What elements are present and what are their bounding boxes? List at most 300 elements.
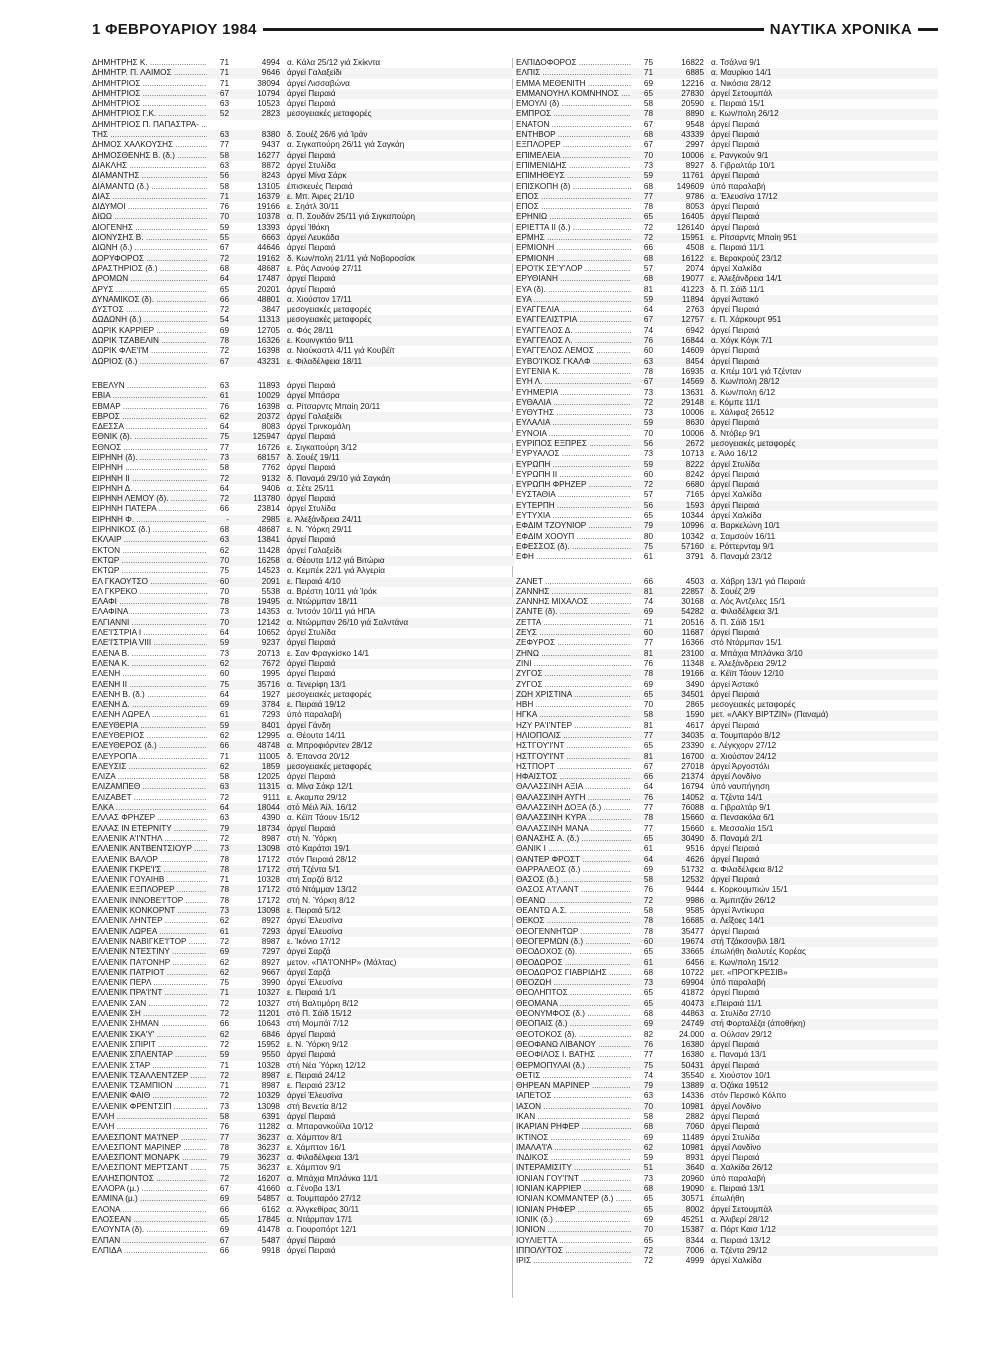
build-year: 60 xyxy=(219,576,229,586)
build-year: 69 xyxy=(643,1132,653,1142)
tonnage: 41660 xyxy=(257,1184,280,1194)
build-year: 79 xyxy=(219,823,229,833)
build-year: 73 xyxy=(219,1101,229,1111)
ship-name: ΕΛΛΕΝΙΚ ΠΕΡΛ ..... xyxy=(92,978,207,988)
ship-status: ε. Ρίτσαρντς Μπαίη 951 xyxy=(711,233,797,243)
ship-name: ΕΚΤΩΡ ..... xyxy=(92,556,207,566)
ship-status: ε. Άλεξάνδρεια 14/1 xyxy=(711,274,782,284)
tonnage: 17845 xyxy=(257,1214,280,1224)
ship-row xyxy=(92,885,514,895)
build-year: 75 xyxy=(643,1060,653,1070)
build-year: 62 xyxy=(643,1142,653,1152)
build-year: 63 xyxy=(643,356,653,366)
ship-name: ΔΙΑΚΛΗΣ ..... xyxy=(92,161,207,171)
tonnage: 4994 xyxy=(261,58,280,67)
build-year: 62 xyxy=(219,761,229,771)
ship-name: ΕΥΡΩΠΗ ..... xyxy=(516,460,631,470)
tonnage: 36237 xyxy=(257,1132,280,1142)
tonnage: 16726 xyxy=(257,442,280,452)
build-year: 67 xyxy=(219,243,229,253)
ship-status: άργεί Άντίκυρα xyxy=(711,906,765,916)
build-year: 70 xyxy=(643,150,653,160)
ship-status: α. Γιουροπόρτ 12/1 xyxy=(287,1225,357,1235)
tonnage: 13841 xyxy=(257,535,280,545)
ship-status: ύπό παραλαβή xyxy=(711,1173,766,1183)
build-year: 68 xyxy=(643,274,653,284)
ship-name: ΕΛΙΖΑΜΠΕΘ ..... xyxy=(92,782,207,792)
build-year: 72 xyxy=(219,473,229,483)
ship-name: ΕΛΛΕΝΙΚ ΣΠΛΕΝΤΑΡ ..... xyxy=(92,1050,207,1060)
tonnage: 2985 xyxy=(261,514,280,524)
ship-name: ΗΣΤΓΟΥ'Ι'ΝΤ ..... xyxy=(516,741,631,751)
build-year: 72 xyxy=(219,1173,229,1183)
build-year: 72 xyxy=(643,895,653,905)
build-year: 75 xyxy=(219,432,229,442)
tonnage: 21374 xyxy=(681,772,704,782)
ship-row xyxy=(92,1174,514,1184)
tonnage: 8002 xyxy=(685,1204,704,1214)
ship-row xyxy=(92,1225,514,1235)
ship-row xyxy=(516,927,938,937)
ship-name: ΗΓΚΑ ..... xyxy=(516,710,631,720)
tonnage: 7762 xyxy=(261,463,280,473)
build-year: 71 xyxy=(643,68,653,78)
ship-row xyxy=(92,326,514,336)
ship-row xyxy=(92,813,514,823)
ship-name: ΕΛΕΥΘΕΡΙΑ ..... xyxy=(92,721,207,731)
ship-status: α. Τσάλνα 9/1 xyxy=(711,58,761,67)
ship-status: στή Φορταλέζα (άποθήκη) xyxy=(711,1019,806,1029)
ship-status: δ. Παναμά 2/1 xyxy=(711,833,763,843)
tonnage: 9986 xyxy=(685,895,704,905)
ship-status: ε. Πειραιά 23/12 xyxy=(287,1081,346,1091)
ship-status: άργεί Πειραιά xyxy=(287,150,336,160)
build-year: 69 xyxy=(643,864,653,874)
ship-row xyxy=(516,305,938,315)
ship-row xyxy=(92,192,514,202)
ship-row xyxy=(92,357,514,367)
ship-status: άργεί Πειραιά xyxy=(287,432,336,442)
build-year: 78 xyxy=(643,669,653,679)
tonnage: 10328 xyxy=(257,875,280,885)
ship-status: ε. Μπ. Άιρες 21/10 xyxy=(287,191,355,201)
ship-name: ΕΛΟΥΝΤΑ (δ). ..... xyxy=(92,1225,207,1235)
tonnage: 2763 xyxy=(685,305,704,315)
tonnage: 10713 xyxy=(681,449,704,459)
ship-row xyxy=(92,1194,514,1204)
tonnage: 17487 xyxy=(257,274,280,284)
ship-status: μετ. «ΛΑΚΥ ΒΙΡΤΖΙΝ» (Παναμά) xyxy=(711,710,829,720)
tonnage: 8931 xyxy=(685,1153,704,1163)
ship-name: ΘΗΡΕΑΝ ΜΑΡΙΝΕΡ ..... xyxy=(516,1081,631,1091)
ship-row xyxy=(516,1091,938,1101)
tonnage: 11282 xyxy=(257,1122,280,1132)
tonnage: 35540 xyxy=(681,1070,704,1080)
ship-status: άργεί Ίθάκη xyxy=(287,222,330,232)
ship-row xyxy=(92,1030,514,1040)
ship-status: δ. Έπανσα 20/12 xyxy=(287,751,350,761)
tonnage: 6162 xyxy=(261,1204,280,1214)
tonnage: 10329 xyxy=(257,1091,280,1101)
ship-row xyxy=(92,1246,514,1256)
ship-status: στόν Πειραιά 28/12 xyxy=(287,854,357,864)
ship-status: άργεί Πειραιά xyxy=(287,638,336,648)
build-year: 68 xyxy=(219,263,229,273)
ship-row xyxy=(92,422,514,432)
ship-name: ΕΛΛΕΣΠΟΝΤ ΜΕΡΤΣΑΝΤ ..... xyxy=(92,1163,207,1173)
ship-name: ΕΛΛΕΝΙΚ ΠΡΑ'Ι'ΝΤ ..... xyxy=(92,988,207,998)
ship-name: ΕΛΛΕΝΙΚ ΛΗΝΤΕΡ ..... xyxy=(92,916,207,926)
ship-row xyxy=(516,501,938,511)
tonnage: 23814 xyxy=(257,504,280,514)
ship-row xyxy=(92,264,514,274)
build-year: 71 xyxy=(643,617,653,627)
build-year: 79 xyxy=(643,521,653,531)
ship-status: άργεί Πειραιά xyxy=(711,202,760,212)
tonnage: 16794 xyxy=(681,782,704,792)
ship-status: άργεί Πειραιά xyxy=(711,480,760,490)
ship-status: άργεί Πειραιά xyxy=(711,325,760,335)
ship-status: ε. Σιγκαπούρη 3/12 xyxy=(287,442,357,452)
ship-row xyxy=(516,89,938,99)
ship-row xyxy=(92,89,514,99)
ship-status: ε. Κων/πολη 15/12 xyxy=(711,957,779,967)
build-year: 81 xyxy=(643,648,653,658)
tonnage: 8872 xyxy=(261,160,280,170)
ship-name: ΘΕΟΓΕΝΝΗΤΩΡ ..... xyxy=(516,927,631,937)
ship-row xyxy=(92,1133,514,1143)
build-year: 62 xyxy=(219,967,229,977)
build-year: 68 xyxy=(219,525,229,535)
build-year: 77 xyxy=(643,803,653,813)
tonnage: 3490 xyxy=(685,679,704,689)
ship-status: άργεί Πειραιά xyxy=(287,535,336,545)
ship-row xyxy=(92,607,514,617)
tonnage: 16326 xyxy=(257,336,280,346)
ship-name: ΕΝΑΤΟΝ ..... xyxy=(516,120,631,130)
ship-row xyxy=(92,546,514,556)
ship-row xyxy=(516,243,938,253)
ship-name: ΕΙΡΗΝΗ ΠΑΤΕΡΑ ..... xyxy=(92,504,207,514)
ship-name: ΔΗΜΗΤΡΙΟΣ Π. ΠΑΠΑΣΤΡΑ- ..... xyxy=(92,120,207,130)
build-year: 62 xyxy=(219,411,229,421)
ship-row xyxy=(92,958,514,968)
ship-name: ΕΛΕΥΘΕΡΟΣ (δ.) ..... xyxy=(92,741,207,751)
tonnage: 3640 xyxy=(685,1163,704,1173)
ship-status: α. Φιλαδέλφεια 8/12 xyxy=(711,864,784,874)
ship-row xyxy=(516,968,938,978)
build-year: 78 xyxy=(643,813,653,823)
tonnage: 16405 xyxy=(681,212,704,222)
ship-row xyxy=(92,1019,514,1029)
ship-name: ΕΛΕ'Ι'ΣΤΡΙΑ VIII ..... xyxy=(92,638,207,648)
build-year: 65 xyxy=(643,1194,653,1204)
ship-status: ε.Πειραιά 11/1 xyxy=(711,998,762,1008)
ship-row xyxy=(516,151,938,161)
tonnage: 45251 xyxy=(681,1214,704,1224)
ship-row xyxy=(92,721,514,731)
ship-row xyxy=(92,1184,514,1194)
ship-row xyxy=(92,844,514,854)
tonnage: 4508 xyxy=(685,243,704,253)
ship-name: ΙΟΝΙΚ (δ.) ..... xyxy=(516,1215,631,1225)
tonnage: 10722 xyxy=(681,967,704,977)
ship-name: ΙΟΝΙΑΝ ΚΟΜΜΑΝΤΕΡ (δ.) ..... xyxy=(516,1194,631,1204)
ship-name: ΘΑΝΑΣΗΣ Α. (δ.) ..... xyxy=(516,834,631,844)
ship-name: ΔΗΜΟΣ ΧΑΛΚΟΥΣΗΣ ..... xyxy=(92,140,207,150)
ship-name: ΔΡΥΣ ..... xyxy=(92,285,207,295)
ship-row xyxy=(516,429,938,439)
ship-row xyxy=(516,326,938,336)
tonnage: 5487 xyxy=(261,1235,280,1245)
ship-row xyxy=(92,535,514,545)
build-year: 73 xyxy=(643,160,653,170)
ship-name: ΕΥΓΕΝΙΑ Κ. ..... xyxy=(516,367,631,377)
ship-row xyxy=(92,659,514,669)
ship-row xyxy=(516,638,938,648)
tonnage: 29148 xyxy=(681,397,704,407)
ship-status: α. Χάμπτον 8/1 xyxy=(287,1132,343,1142)
ship-row xyxy=(516,99,938,109)
ship-row xyxy=(516,813,938,823)
tonnage: 11893 xyxy=(257,380,280,390)
ship-row xyxy=(92,1081,514,1091)
build-year: 74 xyxy=(643,597,653,607)
ship-name: ΕΥΑΓΓΕΛΟΣ Λ. ..... xyxy=(516,336,631,346)
tonnage: 8987 xyxy=(261,1070,280,1080)
build-year: 69 xyxy=(643,679,653,689)
ship-status: μεσογειακές μεταφορές xyxy=(287,315,372,325)
tonnage: 7293 xyxy=(261,710,280,720)
ship-row xyxy=(516,336,938,346)
build-year: 75 xyxy=(219,978,229,988)
ship-row xyxy=(92,391,514,401)
tonnage: 14569 xyxy=(681,377,704,387)
tonnage: 13098 xyxy=(257,844,280,854)
ship-status: ε. Πειραιά 15/1 xyxy=(711,99,765,109)
ship-status: α. Σιγκαπούρη 26/11 γιά Σαγκάη xyxy=(287,140,405,150)
ship-name: ΕΛΛΕΝΙΚ ΓΚΡΕ'Ι'Σ ..... xyxy=(92,865,207,875)
build-year: 66 xyxy=(219,504,229,514)
ship-row xyxy=(516,1112,938,1122)
ship-row xyxy=(92,120,514,130)
tonnage: 48748 xyxy=(257,741,280,751)
tonnage: 12025 xyxy=(257,772,280,782)
tonnage: 1590 xyxy=(685,710,704,720)
tonnage: 8890 xyxy=(685,109,704,119)
ship-status: α. Νικόσια 28/12 xyxy=(711,78,771,88)
tonnage: 51732 xyxy=(681,864,704,874)
ship-status: άργεί Πειραιά xyxy=(287,823,336,833)
tonnage: 10981 xyxy=(681,1142,704,1152)
ship-name: ΕΡΟ'Ι'Κ ΣΕ'Υ'ΛΟΡ ..... xyxy=(516,264,631,274)
tonnage: 48687 xyxy=(257,525,280,535)
ship-status: άργεί Άστακό xyxy=(711,294,759,304)
ship-status: στή Βαλτιμόρη 8/12 xyxy=(287,998,359,1008)
ship-row xyxy=(516,1009,938,1019)
build-year: 71 xyxy=(219,191,229,201)
ship-row xyxy=(516,1071,938,1081)
ship-row xyxy=(92,109,514,119)
ship-name: ΕΛΠΑΝ ..... xyxy=(92,1236,207,1246)
ship-name: ΙΟΝΙΑΝ ΡΗΦΕΡ ..... xyxy=(516,1205,631,1215)
build-year: 71 xyxy=(219,68,229,78)
tonnage: 16380 xyxy=(681,1039,704,1049)
tonnage: 3847 xyxy=(261,305,280,315)
ship-status: άργεί Πειραιά xyxy=(287,463,336,473)
tonnage: 6942 xyxy=(685,325,704,335)
ship-name: ΕΥΘΑΛΙΑ ..... xyxy=(516,398,631,408)
ship-name: ΖΑΝΕΤ ..... xyxy=(516,577,631,587)
build-year: 64 xyxy=(219,422,229,432)
ship-name: ΔΗΜΗΤΡΙΟΣ ..... xyxy=(92,89,207,99)
ship-name: ΕΔΕΣΣΑ ..... xyxy=(92,422,207,432)
build-year: 76 xyxy=(643,658,653,668)
ship-status: άργεί Πειραιά xyxy=(711,1060,760,1070)
build-year: 73 xyxy=(643,1173,653,1183)
build-year: 71 xyxy=(219,751,229,761)
ship-name: ΗΣΤΠΟΡΤ ..... xyxy=(516,762,631,772)
tonnage: 10794 xyxy=(257,88,280,98)
tonnage: 44646 xyxy=(257,243,280,253)
ship-status: ε. Πειραιά 19/12 xyxy=(287,700,346,710)
build-year: 66 xyxy=(219,741,229,751)
header-rule-end xyxy=(918,28,938,31)
ship-status: ύπό ναυπήγηση xyxy=(711,782,770,792)
build-year: 70 xyxy=(219,555,229,565)
build-year: - xyxy=(226,514,229,524)
build-year: 67 xyxy=(219,1184,229,1194)
build-year: 78 xyxy=(219,895,229,905)
ship-name: ΕΛΕΝΗ ΛΩΡΕΛ ..... xyxy=(92,710,207,720)
ship-row xyxy=(92,295,514,305)
build-year: 77 xyxy=(643,638,653,648)
build-year: 56 xyxy=(219,171,229,181)
ship-name: ΕΦΗ ..... xyxy=(516,552,631,562)
ship-status: ε. Ρόττερνταμ 9/1 xyxy=(711,541,775,551)
ship-status: ε. Ν. Ύόρκη 29/11 xyxy=(287,525,352,535)
ship-name: ΕΛΛΕΝΙΚ ΣΤΑΡ ..... xyxy=(92,1061,207,1071)
tonnage: 16398 xyxy=(257,401,280,411)
header-rule xyxy=(263,28,764,31)
ship-status: στόν Περσικό Κόλπο xyxy=(711,1091,787,1101)
build-year: 61 xyxy=(643,552,653,562)
build-year: 67 xyxy=(219,1235,229,1245)
build-year: 61 xyxy=(219,391,229,401)
tonnage: 16277 xyxy=(257,150,280,160)
ship-name: ΕΛΛΕΝΙΚ ΓΟΥΑΙΗΒ ..... xyxy=(92,875,207,885)
ship-name: ΕΛΛΗΣΠΟΝΤΟΣ ..... xyxy=(92,1174,207,1184)
ship-row xyxy=(92,1009,514,1019)
ship-name: ΕΥΑΓΓΕΛΟΣ ΛΕΜΟΣ ..... xyxy=(516,346,631,356)
ship-row xyxy=(92,834,514,844)
ship-row xyxy=(516,1081,938,1091)
ship-status: α. Φός 28/11 xyxy=(287,325,334,335)
ship-name: ΔΙΩΩ ..... xyxy=(92,212,207,222)
build-year: 63 xyxy=(219,535,229,545)
ship-row xyxy=(92,463,514,473)
tonnage: 11687 xyxy=(681,628,704,638)
ship-status: δ. Σουέζ 2/9 xyxy=(711,586,756,596)
build-year: 58 xyxy=(219,150,229,160)
ship-row xyxy=(516,628,938,638)
ship-status: ε. Κορκουμπιών 15/1 xyxy=(711,885,788,895)
ship-row xyxy=(516,346,938,356)
tonnage: 19162 xyxy=(257,253,280,263)
tonnage: 9548 xyxy=(685,119,704,129)
ship-status: δ. Π. Σάϊδ 15/1 xyxy=(711,617,765,627)
ship-row xyxy=(92,999,514,1009)
tonnage: 7672 xyxy=(261,658,280,668)
build-year: 68 xyxy=(643,967,653,977)
build-year: 60 xyxy=(643,936,653,946)
ship-row xyxy=(92,1112,514,1122)
build-year: 56 xyxy=(643,438,653,448)
ship-status: δ. Κων/πολη 28/12 xyxy=(711,377,780,387)
ship-row xyxy=(92,690,514,700)
build-year: 72 xyxy=(219,1039,229,1049)
ship-status: άργεί Πειραιά xyxy=(711,1039,760,1049)
ship-row xyxy=(92,947,514,957)
ship-name: ΖΥΓΟΣ ..... xyxy=(516,680,631,690)
build-year: 58 xyxy=(643,99,653,109)
tonnage: 1995 xyxy=(261,669,280,679)
build-year: 66 xyxy=(219,1245,229,1255)
ship-name: ΕΛΛΕΝΙΚ ΕΞΠΛΟΡΕΡ ..... xyxy=(92,885,207,895)
tonnage: 9132 xyxy=(261,473,280,483)
tonnage: 4999 xyxy=(685,1256,704,1266)
tonnage: 8927 xyxy=(261,957,280,967)
build-year: 73 xyxy=(219,452,229,462)
ship-status: άργεί Λονδίνο xyxy=(711,772,761,782)
tonnage xyxy=(233,120,287,130)
build-year: 58 xyxy=(643,710,653,720)
ship-name: ΙΜΑΛΑ'Ι'Α ..... xyxy=(516,1143,631,1153)
ship-row xyxy=(516,171,938,181)
build-year: 63 xyxy=(219,99,229,109)
build-year: 62 xyxy=(219,1029,229,1039)
ship-row xyxy=(92,151,514,161)
ship-status: στή Ν. Ύόρκη 8/12 xyxy=(287,895,355,905)
ship-status: άργεί Λονδίνο xyxy=(711,1101,761,1111)
ship-row xyxy=(92,875,514,885)
ship-status: στή Σαρζά 8/12 xyxy=(287,875,343,885)
tonnage: 15660 xyxy=(681,823,704,833)
ship-status: μεσογειακές μεταφορές xyxy=(711,438,796,448)
ship-row xyxy=(516,223,938,233)
ship-row xyxy=(516,700,938,710)
tonnage: 36237 xyxy=(257,1153,280,1163)
ship-status: ε. Πειραιά 5/12 xyxy=(287,906,341,916)
ship-name: ΘΑΛΑΣΣΙΝΗ ΑΥΓΗ ..... xyxy=(516,793,631,803)
ship-name: ΘΑΛΑΣΣΙΝΗ ΚΥΡΑ ..... xyxy=(516,813,631,823)
build-year: 60 xyxy=(643,346,653,356)
ship-status: έπισκευές Πειραιά xyxy=(287,181,353,191)
ship-name: ΘΕΡΜΟΠΥΛΑΙ (δ.) ..... xyxy=(516,1061,631,1071)
ship-row xyxy=(516,690,938,700)
ship-row xyxy=(516,1133,938,1143)
build-year: 69 xyxy=(643,78,653,88)
ship-row xyxy=(516,532,938,542)
ship-row xyxy=(92,793,514,803)
build-year: 56 xyxy=(643,500,653,510)
tonnage: 16366 xyxy=(681,638,704,648)
build-year: 76 xyxy=(219,401,229,411)
ship-row xyxy=(516,449,938,459)
ship-name: ΕΦΔΙΜ ΤΖΟΥΝΙΟΡ ..... xyxy=(516,521,631,531)
ship-name: ΔΡΟΜΩΝ ..... xyxy=(92,274,207,284)
build-year: 74 xyxy=(643,1070,653,1080)
